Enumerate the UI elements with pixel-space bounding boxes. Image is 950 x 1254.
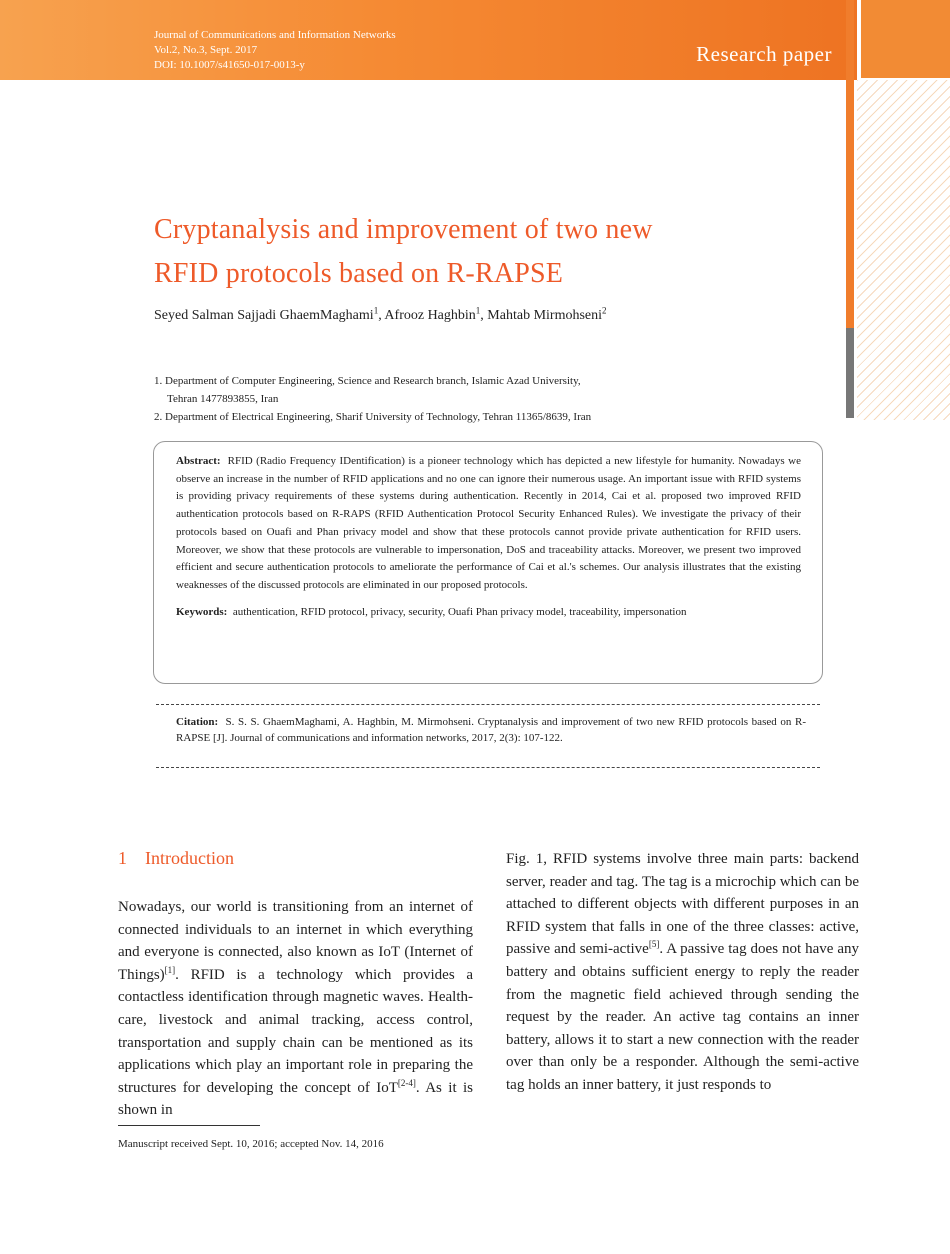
body-text: . As it is shown in [118,1079,473,1119]
author-name: Afrooz Haghbin [384,308,476,323]
citation-bottom-divider [156,767,820,768]
paper-title [154,208,794,296]
footnote-divider [118,1125,260,1126]
section-heading [118,848,234,869]
citation [176,714,806,746]
side-gray-bar [846,328,854,418]
affiliation-line: 2. Department of Electrical Engineering, Sharif University of Technology, Tehran 11365/8639, Iran [154,411,592,423]
author-affiliation-mark: 1 [373,305,379,316]
paper-category: Research paper [696,42,832,66]
citation-label: Citation: [176,716,219,728]
side-hatch-pattern [857,80,950,420]
journal-volume: Vol.2, No.3, Sept. 2017 [154,44,258,56]
reference-link[interactable]: [2-4] [397,1077,416,1088]
abstract-box [153,441,823,684]
body-text: . A passive tag does not have any battery and obtains sufficient energy to reply the reader from the magnetic field achieved through sending the request by the reader. An active tag contains an inner battery, allows it to start a new connection with the reader over than only be a responder. Although the semi-active tag holds an inner battery, it just responds to [506,941,860,1093]
author-name: Seyed Salman Sajjadi GhaemMaghami [154,308,374,323]
journal-meta [154,28,396,73]
affiliations [154,372,754,426]
header-band [0,0,857,80]
author-name: Mahtab Mirmohseni [487,308,603,323]
section-number: 1 [118,848,127,868]
journal-doi[interactable]: DOI: 10.1007/s41650-017-0013-y [154,59,305,71]
keywords [176,604,801,622]
author-affiliation-mark: 1 [475,305,481,316]
author-affiliation-mark: 2 [602,305,607,316]
abstract-text: RFID (Radio Frequency IDentification) is a pioneer technology which has depicted a new lifestyle for humanity. Nowadays we observe an increase in the number of RFID applications and no one can ignore their numerous usage. An important issue with RFID systems is providing privacy requirements of these systems during authentication. Recently in 2014, Cai et al. proposed two improved RFID authentication protocols based on R-RAPS (RFID Authentication Protocol Security Enhanced Rules). We investigate the privacy of their protocols based on Ouafi and Phan privacy model and show that these protocols cannot provide private authentication for RFID users. Moreover, we show that these protocols are vulnerable to impersonation, DoS and traceability attacks. Moreover, we present two improved efficient and secure authentication protocols to ameliorate the performance of Cai et al.'s schemes. Our analysis illustrates that the existing weaknesses of the discussed protocols are eliminated in our proposed protocols. [176,455,801,591]
reference-link[interactable]: [1] [164,964,176,975]
keywords-label: Keywords: [176,605,228,618]
body-text: Fig. 1, RFID systems involve three main parts: backend server, reader and tag. The tag is a microchip which can be attached to different objects with different purposes in an RFID system that falls in one of the three classes: active, passive and semi-active [506,851,859,958]
body-text: Nowadays, our world is transitioning from an internet of connected individuals to an internet in which everything and everyone is connected, also known as IoT (Internet of Things) [118,899,473,983]
abstract-label: Abstract: [176,455,221,467]
body-column-left [118,896,473,1122]
journal-name: Journal of Communications and Information Networks [154,29,396,41]
reference-link[interactable]: [5] [648,939,660,950]
citation-text: S. S. S. GhaemMaghami, A. Haghbin, M. Mirmohseni. Cryptanalysis and improvement of two new RFID protocols based on R-RAPSE [J]. Journal of communications and information networks, 2017, 2(3): 107-122. [176,716,807,744]
affiliation-line: 1. Department of Computer Engineering, Science and Research branch, Islamic Azad University, [154,375,581,387]
manuscript-footnote: Manuscript received Sept. 10, 2016; accepted Nov. 14, 2016 [118,1138,384,1150]
title-line-1: Cryptanalysis and improvement of two new [154,214,653,245]
side-accent-bar [846,0,854,328]
abstract [176,453,801,595]
body-column-right [506,848,859,1097]
header-corner-block [861,0,950,78]
author-list: Seyed Salman Sajjadi GhaemMaghami$^1$, Afrooz Haghbin$^1$, Mahtab Mirmohseni$^2$ [154,305,607,323]
citation-top-divider [156,704,820,705]
affiliation-line: Tehran 1477893855, Iran [167,393,279,405]
body-text: . RFID is a technology which provides a contactless identification through magnetic waves. Health-care, livestock and animal tracking, access control, transportation and supply chain can be mentioned as its applications which play an important role in preparing the structures for developing the concept of IoT [118,966,473,1096]
keywords-text: authentication, RFID protocol, privacy, security, Ouafi Phan privacy model, traceability, impersonation [232,605,687,618]
title-line-2: RFID protocols based on R-RAPSE [154,258,564,289]
section-title: Introduction [145,848,234,868]
